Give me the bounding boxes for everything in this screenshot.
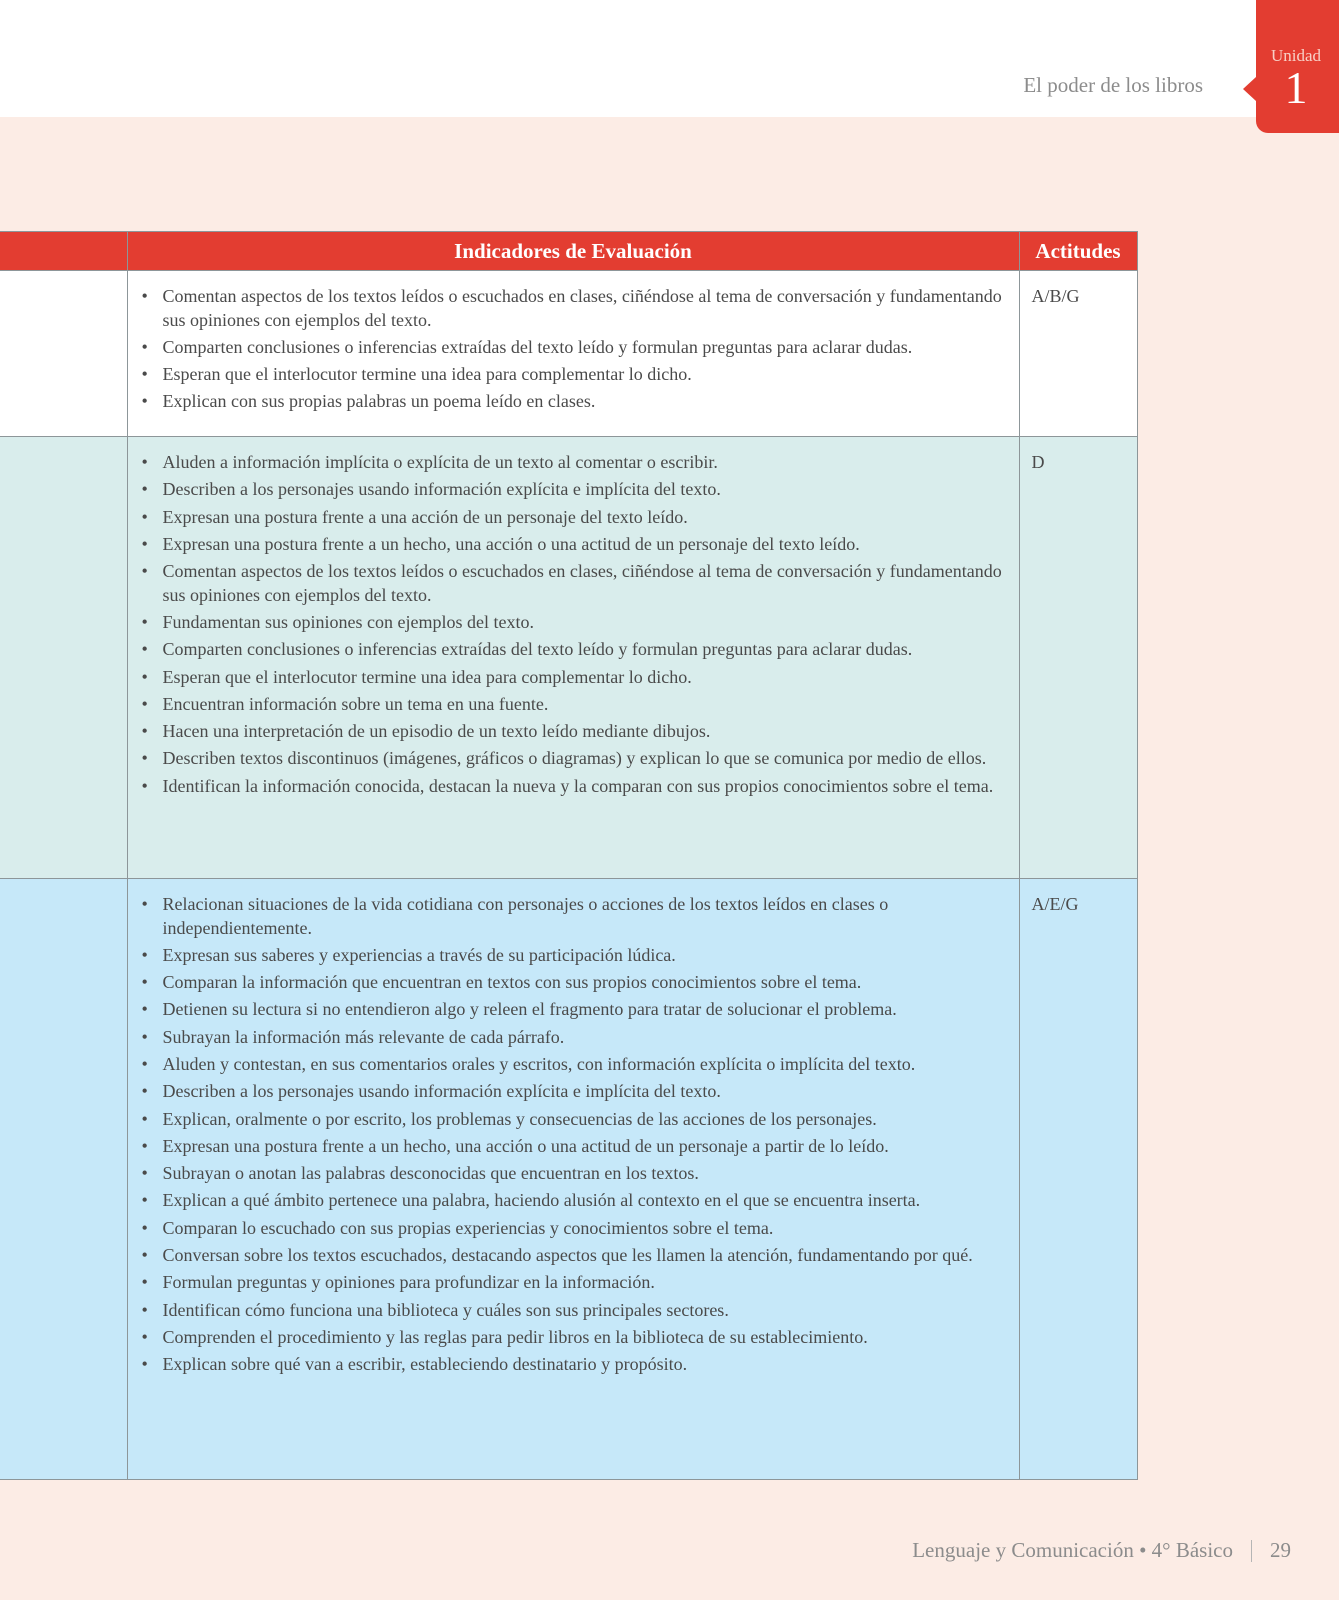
page-number: 29	[1270, 1538, 1291, 1562]
row-label-cell	[0, 271, 127, 437]
indicator-item: • Aluden a información implícita o explícita de un texto al comentar o escribir.	[142, 451, 1011, 475]
unit-number: 1	[1284, 62, 1308, 113]
indicator-item: • Expresan una postura frente a una acción de un personaje del texto leído.	[142, 506, 1011, 530]
page-footer	[912, 1538, 1291, 1563]
indicator-item: • Hacen una interpretación de un episodio de un texto leído mediante dibujos.	[142, 720, 1011, 744]
table-row	[0, 437, 1137, 879]
attitudes-value: D	[1031, 452, 1045, 472]
indicators-list	[128, 271, 1019, 414]
indicator-item: • Detienen su lectura si no entendieron algo y releen el fragmento para tratar de solucionar el problema.	[142, 998, 1011, 1022]
attitudes-value: A/B/G	[1031, 286, 1080, 306]
indicator-item: • Describen a los personajes usando información explícita e implícita del texto.	[142, 1080, 1011, 1104]
indicator-item: • Describen a los personajes usando información explícita e implícita del texto.	[142, 478, 1011, 502]
attitudes-cell	[1019, 879, 1137, 1480]
indicator-item: • Comparan la información que encuentran en textos con sus propios conocimientos sobre el tema.	[142, 971, 1011, 995]
indicators-cell	[127, 271, 1019, 437]
indicator-item: • Comentan aspectos de los textos leídos o escuchados en clases, ciñéndose al tema de conversación y fundamentando sus opiniones con ejemplos del texto.	[142, 285, 1011, 332]
row-label-cell	[0, 879, 127, 1480]
row-label-cell	[0, 437, 127, 879]
table-header-row	[0, 232, 1137, 271]
indicator-item: • Aluden y contestan, en sus comentarios orales y escritos, con información explícita o implícita del texto.	[142, 1053, 1011, 1077]
indicator-item: • Describen textos discontinuos (imágenes, gráficos o diagramas) y explican lo que se comunica por medio de ellos.	[142, 747, 1011, 771]
indicators-cell	[127, 437, 1019, 879]
indicators-list	[128, 879, 1019, 1377]
column-header-indicators: Indicadores de Evaluación	[127, 232, 1019, 271]
attitudes-value: A/E/G	[1031, 894, 1079, 914]
indicator-item: • Comentan aspectos de los textos leídos o escuchados en clases, ciñéndose al tema de conversación y fundamentando sus opiniones con ejemplos del texto.	[142, 560, 1011, 607]
indicator-item: • Expresan una postura frente a un hecho, una acción o una actitud de un personaje del texto leído.	[142, 533, 1011, 557]
indicator-item: • Subrayan la información más relevante de cada párrafo.	[142, 1026, 1011, 1050]
indicator-item: • Subrayan o anotan las palabras desconocidas que encuentran en los textos.	[142, 1162, 1011, 1186]
column-header-attitudes: Actitudes	[1019, 232, 1137, 271]
indicator-item: • Identifican la información conocida, destacan la nueva y la comparan con sus propios conocimientos sobre el tema.	[142, 775, 1011, 799]
unit-tab	[1256, 0, 1339, 133]
footer-subject: Lenguaje y Comunicación • 4° Básico	[912, 1538, 1233, 1562]
indicator-item: • Esperan que el interlocutor termine una idea para complementar lo dicho.	[142, 363, 1011, 387]
indicator-item: • Comparan lo escuchado con sus propias experiencias y conocimientos sobre el tema.	[142, 1217, 1011, 1241]
table-row	[0, 271, 1137, 437]
indicator-item: • Fundamentan sus opiniones con ejemplos del texto.	[142, 611, 1011, 635]
indicator-item: • Comprenden el procedimiento y las reglas para pedir libros en la biblioteca de su establecimiento.	[142, 1326, 1011, 1350]
indicator-item: • Relacionan situaciones de la vida cotidiana con personajes o acciones de los textos leídos en clases o independientemente.	[142, 893, 1011, 940]
indicators-list	[128, 437, 1019, 798]
indicator-item: • Explican sobre qué van a escribir, estableciendo destinatario y propósito.	[142, 1353, 1011, 1377]
indicator-item: • Formulan preguntas y opiniones para profundizar en la información.	[142, 1271, 1011, 1295]
attitudes-cell	[1019, 437, 1137, 879]
indicator-item: • Expresan sus saberes y experiencias a través de su participación lúdica.	[142, 944, 1011, 968]
indicator-item: • Esperan que el interlocutor termine una idea para complementar lo dicho.	[142, 666, 1011, 690]
column-header-blank	[0, 232, 127, 271]
evaluation-table	[0, 231, 1138, 1480]
indicator-item: • Comparten conclusiones o inferencias extraídas del texto leído y formulan preguntas para aclarar dudas.	[142, 638, 1011, 662]
attitudes-cell	[1019, 271, 1137, 437]
unit-label: Unidad	[1270, 46, 1322, 65]
indicator-item: • Comparten conclusiones o inferencias extraídas del texto leído y formulan preguntas para aclarar dudas.	[142, 336, 1011, 360]
indicator-item: • Expresan una postura frente a un hecho, una acción o una actitud de un personaje a partir de lo leído.	[142, 1135, 1011, 1159]
indicator-item: • Identifican cómo funciona una biblioteca y cuáles son sus principales sectores.	[142, 1299, 1011, 1323]
indicator-item: • Explican a qué ámbito pertenece una palabra, haciendo alusión al contexto en el que se encuentra inserta.	[142, 1189, 1011, 1213]
indicator-item: • Encuentran información sobre un tema en una fuente.	[142, 693, 1011, 717]
indicator-item: • Conversan sobre los textos escuchados, destacando aspectos que les llamen la atención, fundamentando por qué.	[142, 1244, 1011, 1268]
indicator-item: • Explican con sus propias palabras un poema leído en clases.	[142, 390, 1011, 414]
page-header	[0, 0, 1339, 117]
table-row	[0, 879, 1137, 1480]
unit-title: El poder de los libros	[1023, 73, 1203, 97]
footer-divider	[1251, 1540, 1252, 1562]
indicators-cell	[127, 879, 1019, 1480]
indicator-item: • Explican, oralmente o por escrito, los problemas y consecuencias de las acciones de los personajes.	[142, 1108, 1011, 1132]
